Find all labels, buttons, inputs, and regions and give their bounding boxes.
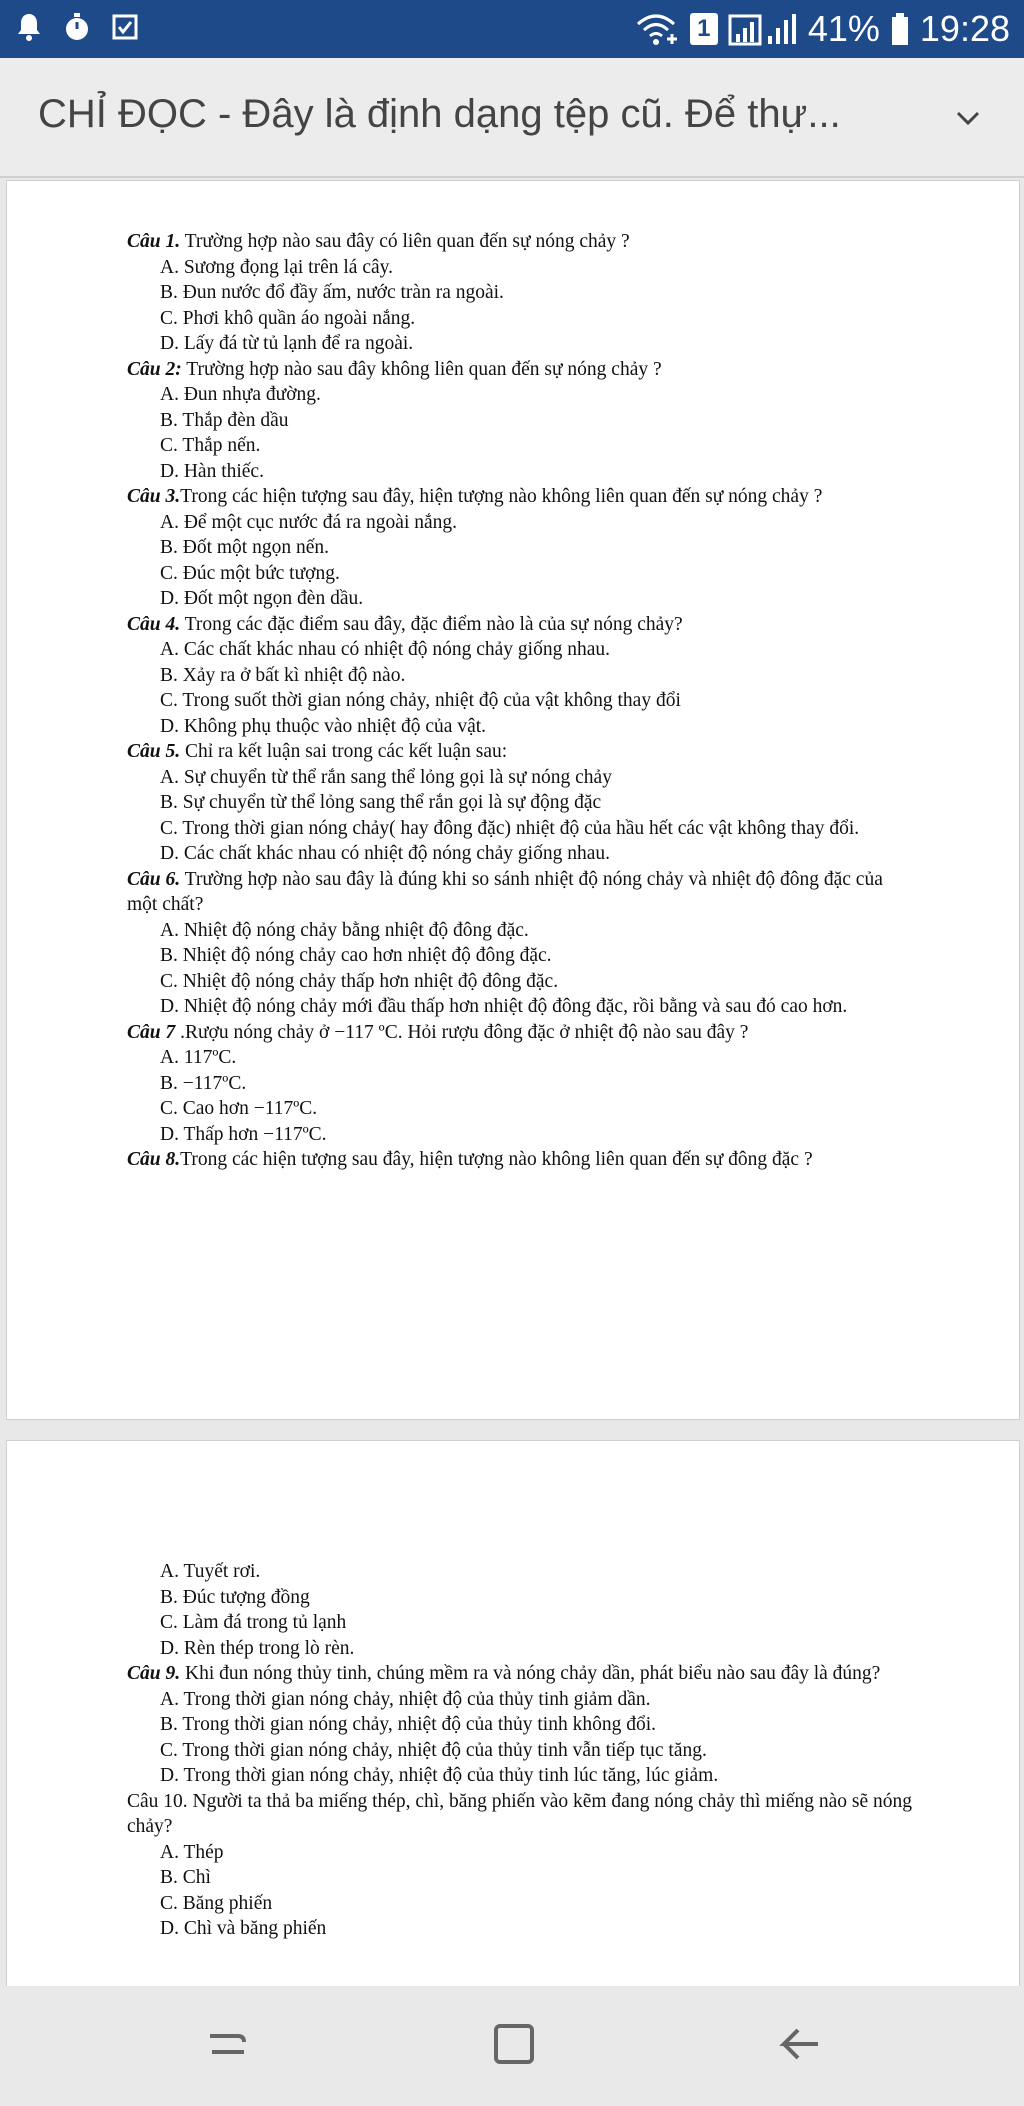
question-body: Câu 10. Người ta thả ba miếng thép, chì, băng phiến vào kẽm đang nóng chảy thì miếng nào sẽ nóng chảy? <box>127 1790 912 1837</box>
question-number: Câu 5. <box>127 741 181 762</box>
answer-option: B. Đun nước đổ đầy ấm, nước tràn ra ngoài. <box>160 282 504 303</box>
document-page-2[interactable] <box>6 1440 1020 1987</box>
answer-option: A. Thép <box>160 1841 224 1863</box>
answer-option: D. Lấy đá từ tủ lạnh để ra ngoài. <box>160 333 414 354</box>
answer-option: C. Băng phiến <box>160 1892 273 1914</box>
answer-option: B. Chì <box>160 1867 211 1888</box>
answer-option: A. Trong thời gian nóng chảy, nhiệt độ của thủy tinh giảm dần. <box>160 1688 651 1710</box>
signal-icon <box>728 14 798 44</box>
read-only-banner-title[interactable]: CHỈ ĐỌC - Đây là định dạng tệp cũ. Để thự... <box>38 92 841 136</box>
answer-option: A. Sương đọng lại trên lá cây. <box>160 256 393 278</box>
clock: 19:28 <box>919 8 1010 49</box>
question-body: Trường hợp nào sau đây không liên quan đến sự nóng chảy ? <box>181 358 662 380</box>
question-text <box>127 229 917 255</box>
navigation-bar <box>0 1986 1024 2106</box>
battery-percent: 41% <box>807 8 880 49</box>
status-right <box>636 8 1010 50</box>
answer-option: B. Đốt một ngọn nến. <box>160 537 329 558</box>
answer-option: B. Sự chuyển từ thể lỏng sang thể rắn gọi là sự động đặc <box>160 792 602 813</box>
answer-option: D. Đốt một ngọn đèn dầu. <box>160 588 364 609</box>
back-icon <box>778 2022 822 2071</box>
question-number: Câu 8. <box>127 1149 181 1170</box>
answer-option: D. Trong thời gian nóng chảy, nhiệt độ của thủy tinh lúc tăng, lúc giảm. <box>160 1765 719 1786</box>
answer-option: C. Trong thời gian nóng chảy( hay đông đặc) nhiệt độ của hầu hết các vật không thay đổi. <box>160 817 860 839</box>
status-left-icons <box>14 12 140 42</box>
answer-option: A. Sự chuyển từ thể rắn sang thể lỏng gọi là sự nóng chảy <box>160 766 612 788</box>
question-body: Trong các đặc điểm sau đây, đặc điểm nào là của sự nóng chảy? <box>180 613 683 635</box>
chevron-down-icon[interactable] <box>950 100 986 136</box>
question-number: Câu 2: <box>127 358 182 380</box>
page-1-content <box>127 229 917 1173</box>
answer-option: A. 117ºC. <box>160 1047 237 1068</box>
question-number: Câu 9. <box>127 1663 181 1684</box>
back-button[interactable] <box>760 2014 840 2078</box>
home-button[interactable] <box>474 2014 554 2078</box>
question-number: Câu 6. <box>127 868 181 890</box>
app-bar <box>0 58 1024 178</box>
answer-option: D. Hàn thiếc. <box>160 460 264 482</box>
question-text <box>127 1147 917 1173</box>
question-text <box>127 1661 917 1687</box>
answer-option: C. Trong suốt thời gian nóng chảy, nhiệt độ của vật không thay đổi <box>160 690 681 711</box>
answer-option: C. Thắp nến. <box>160 435 261 456</box>
wifi-icon <box>636 14 680 44</box>
question-number: Câu 1. <box>127 231 181 252</box>
answer-option: C. Phơi khô quần áo ngoài nắng. <box>160 307 416 329</box>
answer-option: B. Thắp đèn dầu <box>160 409 289 431</box>
answer-option: D. Các chất khác nhau có nhiệt độ nóng chảy giống nhau. <box>160 843 610 864</box>
question-body: Trường hợp nào sau đây có liên quan đến sự nóng chảy ? <box>180 231 630 252</box>
answer-option: B. −117ºC. <box>160 1072 247 1094</box>
question-text <box>127 612 917 638</box>
answer-option: D. Chì và băng phiến <box>160 1918 327 1939</box>
answer-option: C. Cao hơn −117ºC. <box>160 1098 318 1119</box>
sim-icon: 1 <box>690 13 718 45</box>
question-body: .Rượu nóng chảy ở −117 ºC. Hỏi rượu đông đặc ở nhiệt độ nào sau đây ? <box>175 1021 749 1043</box>
question-text <box>127 357 917 383</box>
answer-option: A. Tuyết rơi. <box>160 1561 261 1582</box>
question-number: Câu 7 <box>127 1021 176 1043</box>
answer-option: D. Không phụ thuộc vào nhiệt độ của vật. <box>160 715 487 737</box>
home-icon <box>492 2022 536 2071</box>
question-body: Trường hợp nào sau đây là đúng khi so sánh nhiệt độ nóng chảy và nhiệt độ đông đặc của một chất? <box>127 868 883 915</box>
answer-option: A. Để một cục nước đá ra ngoài nắng. <box>160 511 458 533</box>
answer-option: B. Xảy ra ở bất kì nhiệt độ nào. <box>160 664 406 686</box>
document-page-1[interactable] <box>6 180 1020 1420</box>
answer-option: C. Nhiệt độ nóng chảy thấp hơn nhiệt độ đông đặc. <box>160 970 559 992</box>
question-text <box>127 1789 917 1840</box>
answer-option: D. Nhiệt độ nóng chảy mới đầu thấp hơn nhiệt độ đông đặc, rồi bằng và sau đó cao hơn. <box>160 996 848 1017</box>
question-body: Chỉ ra kết luận sai trong các kết luận sau: <box>180 741 508 762</box>
question-number: Câu 3. <box>127 486 181 507</box>
answer-option: A. Đun nhựa đường. <box>160 384 321 405</box>
timer-icon <box>62 12 92 42</box>
page-2-content <box>127 1559 917 1942</box>
battery-icon <box>890 14 910 44</box>
question-body: Khi đun nóng thủy tinh, chúng mềm ra và nóng chảy dần, phát biểu nào sau đây là đúng? <box>180 1663 881 1684</box>
status-bar <box>0 0 1024 58</box>
answer-option: B. Đúc tượng đồng <box>160 1586 310 1608</box>
answer-option: D. Thấp hơn −117ºC. <box>160 1123 327 1145</box>
question-text <box>127 1020 917 1046</box>
recent-apps-button[interactable] <box>188 2014 268 2078</box>
question-body: Trong các hiện tượng sau đây, hiện tượng nào không liên quan đến sự đông đặc ? <box>180 1149 813 1170</box>
question-text <box>127 484 917 510</box>
question-body: Trong các hiện tượng sau đây, hiện tượng nào không liên quan đến sự nóng chảy ? <box>180 486 823 507</box>
question-text <box>127 867 917 918</box>
question-number: Câu 4. <box>127 613 181 635</box>
answer-option: A. Nhiệt độ nóng chảy bằng nhiệt độ đông đặc. <box>160 919 529 941</box>
notification-bell-icon <box>14 12 44 42</box>
checkbox-icon <box>110 12 140 42</box>
answer-option: B. Nhiệt độ nóng chảy cao hơn nhiệt độ đông đặc. <box>160 945 552 966</box>
answer-option: A. Các chất khác nhau có nhiệt độ nóng chảy giống nhau. <box>160 639 610 660</box>
answer-option: D. Rèn thép trong lò rèn. <box>160 1637 355 1659</box>
answer-option: B. Trong thời gian nóng chảy, nhiệt độ của thủy tinh không đổi. <box>160 1714 656 1735</box>
answer-option: C. Đúc một bức tượng. <box>160 562 340 584</box>
question-text <box>127 739 917 765</box>
recent-apps-icon <box>206 2022 250 2071</box>
answer-option: C. Làm đá trong tủ lạnh <box>160 1612 347 1633</box>
answer-option: C. Trong thời gian nóng chảy, nhiệt độ của thủy tinh vẫn tiếp tục tăng. <box>160 1739 707 1761</box>
